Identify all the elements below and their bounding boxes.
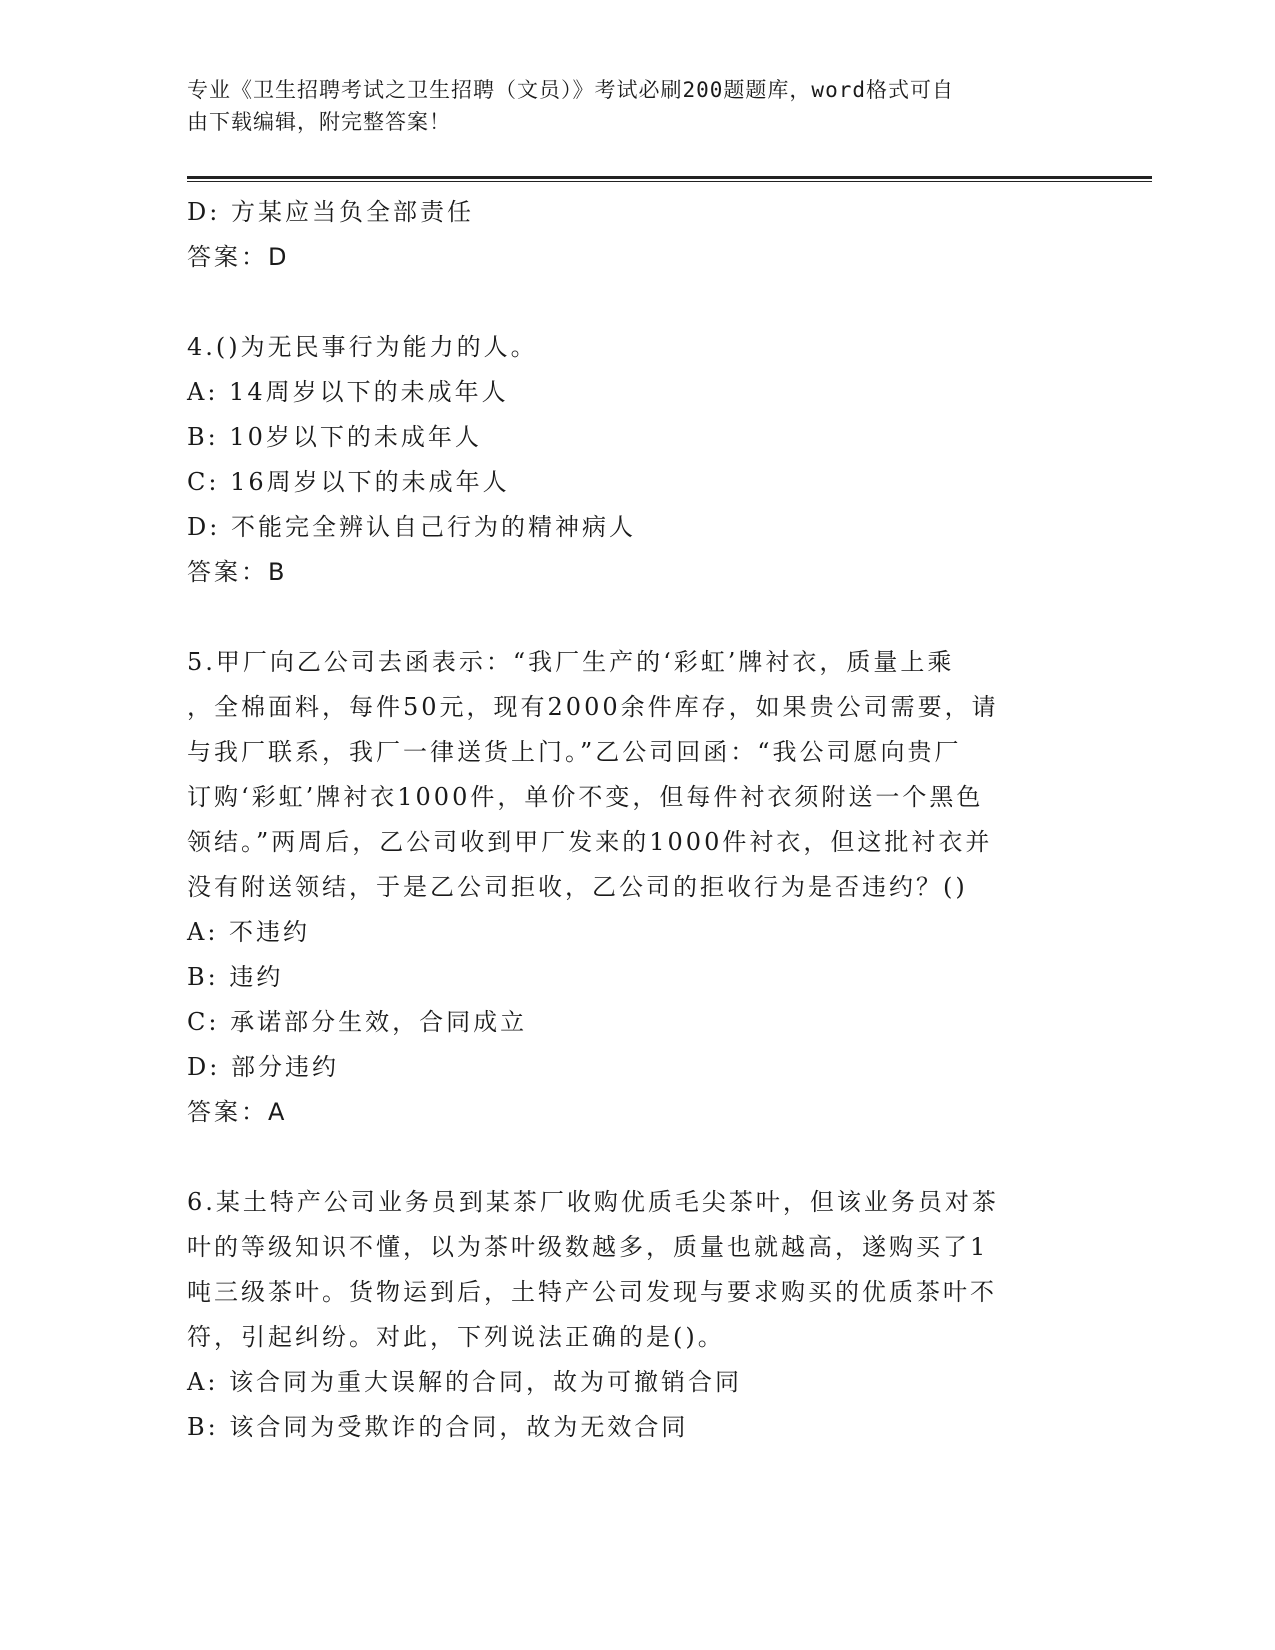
spacer: [187, 1135, 1087, 1180]
q4-option-b: B: 10岁以下的未成年人: [187, 423, 482, 451]
q5-stem-line: ，全棉面料，每件50元，现有2000余件库存，如果贵公司需要，请: [187, 693, 999, 721]
question-content: [187, 190, 1087, 1450]
q5-option-a: A: 不违约: [187, 918, 311, 946]
spacer: [187, 280, 1087, 325]
q6-stem-line: 叶的等级知识不懂，以为茶叶级数越多，质量也就越高，遂购买了1: [187, 1233, 989, 1261]
q5-stem-line: 5.甲厂向乙公司去函表示：“我厂生产的‘彩虹’牌衬衣，质量上乘: [187, 648, 955, 676]
header-line-1: 专业《卫生招聘考试之卫生招聘（文员）》考试必刷200题题库，word格式可自: [187, 78, 954, 102]
q5-stem-line: 领结。”两周后，乙公司收到甲厂发来的1000件衬衣，但这批衬衣并: [187, 828, 993, 856]
q6-option-a: A: 该合同为重大误解的合同，故为可撤销合同: [187, 1368, 743, 1396]
q5-answer: 答案：A: [187, 1098, 288, 1126]
q4-stem: 4.()为无民事行为能力的人。: [187, 333, 538, 361]
q6-option-b: B: 该合同为受欺诈的合同，故为无效合同: [187, 1413, 689, 1441]
q4-option-c: C: 16周岁以下的未成年人: [187, 468, 510, 496]
q4-option-d: D: 不能完全辨认自己行为的精神病人: [187, 513, 636, 541]
header-line-2: 由下载编辑，附完整答案！: [187, 110, 451, 134]
q5-option-c: C: 承诺部分生效，合同成立: [187, 1008, 528, 1036]
q6-stem-line: 符，引起纠纷。对此，下列说法正确的是()。: [187, 1323, 725, 1351]
q6-stem-line: 吨三级茶叶。货物运到后，土特产公司发现与要求购买的优质茶叶不: [187, 1278, 997, 1306]
question-4: [187, 325, 1087, 595]
q5-option-d: D: 部分违约: [187, 1053, 339, 1081]
q6-stem-line: 6.某土特产公司业务员到某茶厂收购优质毛尖茶叶，但该业务员对茶: [187, 1188, 999, 1216]
q4-option-a: A: 14周岁以下的未成年人: [187, 378, 509, 406]
spacer: [187, 595, 1087, 640]
q4-answer: 答案：B: [187, 558, 288, 586]
q5-stem-line: 没有附送领结，于是乙公司拒收，乙公司的拒收行为是否违约？(): [187, 873, 968, 901]
q5-option-b: B: 违约: [187, 963, 284, 991]
q5-stem-line: 与我厂联系，我厂一律送货上门。”乙公司回函：“我公司愿向贵厂: [187, 738, 962, 766]
header-divider: [187, 176, 1152, 182]
q3-option-d: D: 方某应当负全部责任: [187, 198, 474, 226]
q3-answer: 答案：D: [187, 243, 290, 271]
question-6: [187, 1180, 1087, 1450]
document-header: [187, 74, 1067, 138]
q5-stem-line: 订购‘彩虹’牌衬衣1000件，单价不变，但每件衬衣须附送一个黑色: [187, 783, 984, 811]
question-5: [187, 640, 1087, 1135]
